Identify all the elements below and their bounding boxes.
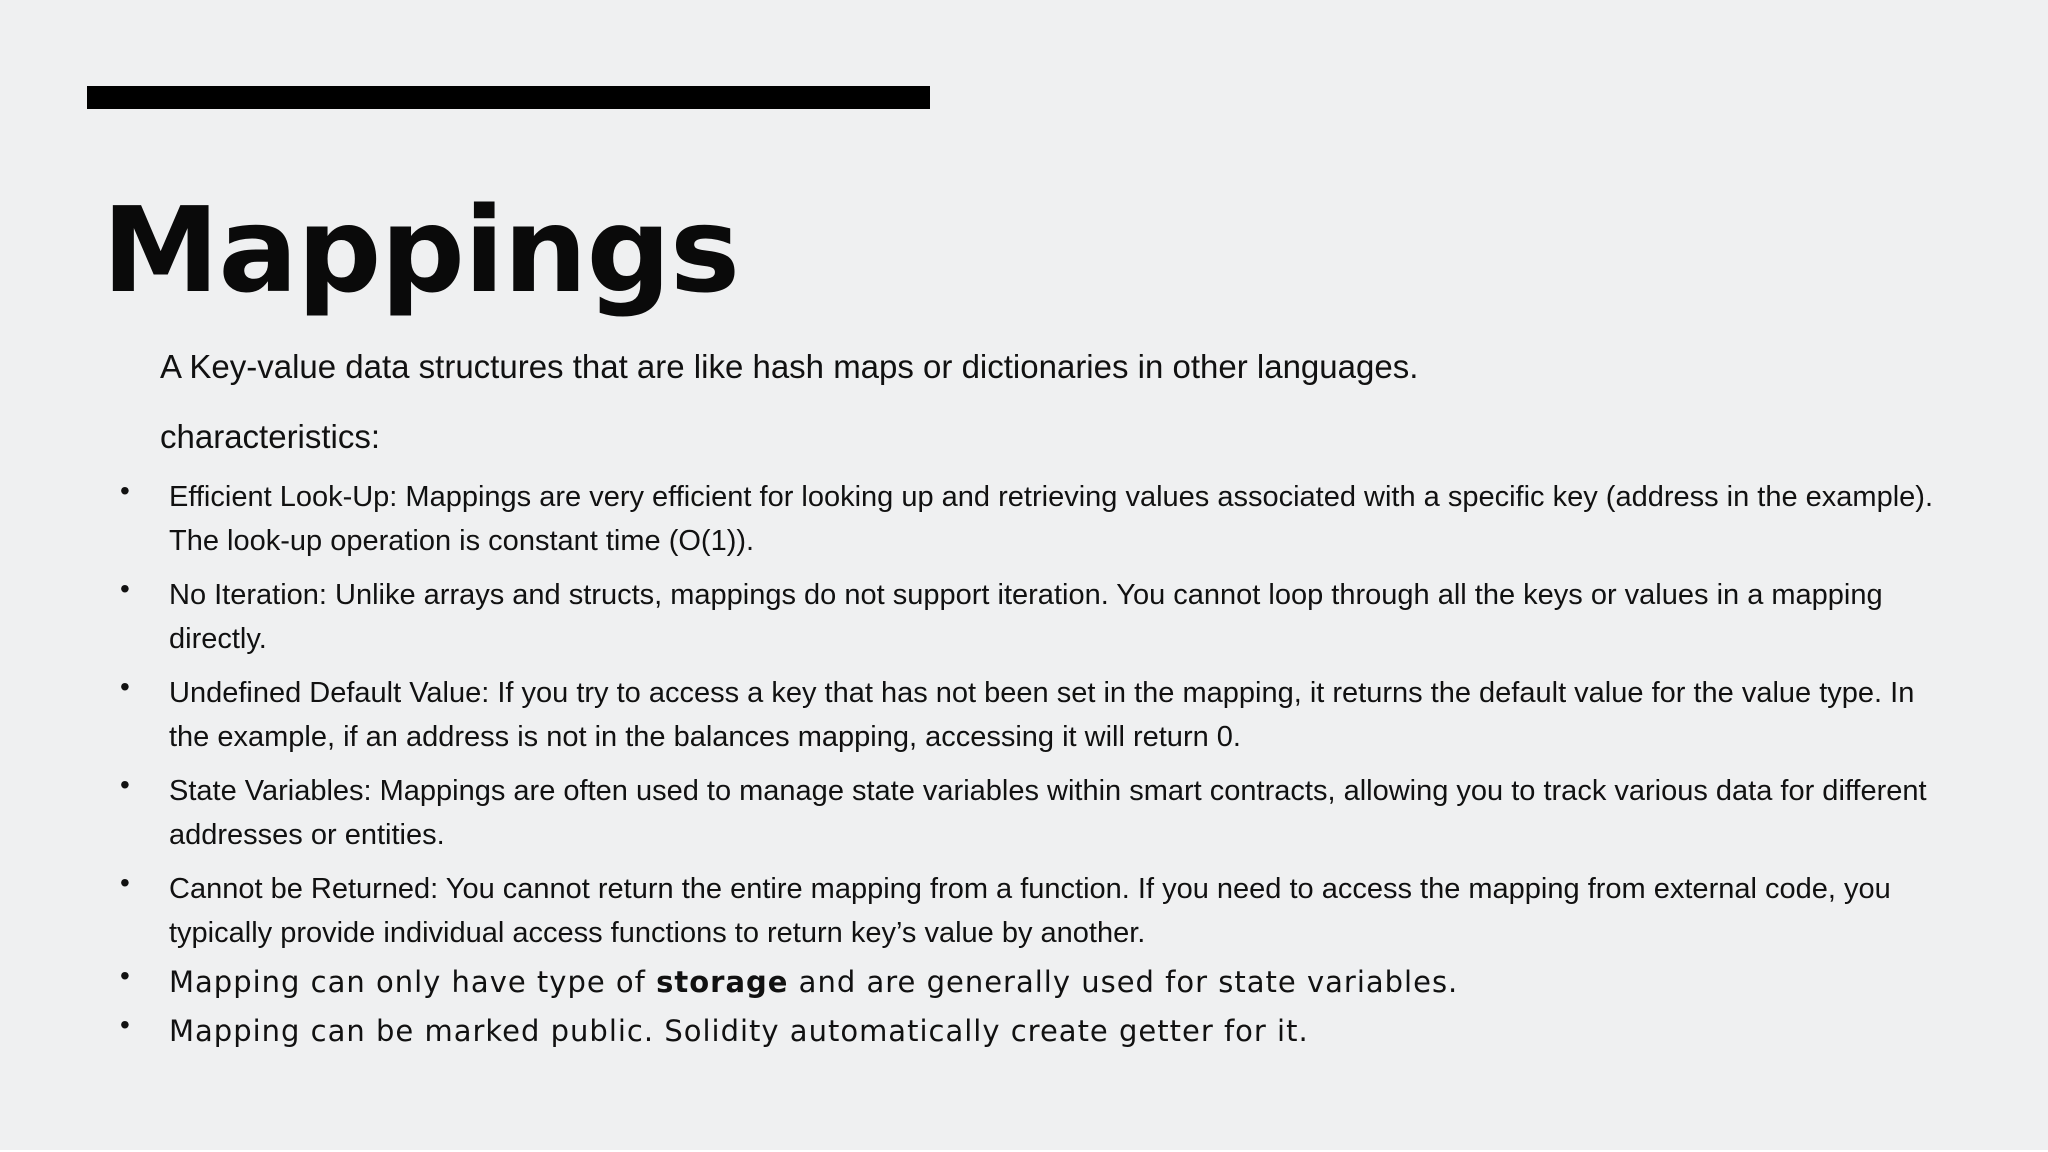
characteristics-label: characteristics: bbox=[160, 418, 381, 455]
bullet-icon: • bbox=[120, 960, 130, 991]
bullet-text-cannot-be-returned: Cannot be Returned: You cannot return the entire mapping from a function. If you need to access the mapping from external code, you typically provide individual access functions to return key’s value by another. bbox=[169, 873, 1891, 949]
bullet-text-state-variables: State Variables: Mappings are often used to manage state variables within smart contracts, allowing you to track various data for different addresses or entities. bbox=[169, 775, 1927, 851]
bullet-icon: • bbox=[120, 769, 130, 800]
bullet-icon: • bbox=[120, 867, 130, 898]
bullet-text-efficient-lookup: Efficient Look-Up: Mappings are very efficient for looking up and retrieving values associated with a specific key (address in the example). The look-up operation is constant time (O(1)). bbox=[169, 481, 1934, 557]
bullet-text-storage-type bbox=[169, 960, 1939, 1004]
bullet-icon: • bbox=[120, 671, 130, 702]
bullet-text-no-iteration: No Iteration: Unlike arrays and structs, mappings do not support iteration. You cannot loop through all the keys or values in a mapping directly. bbox=[169, 579, 1883, 655]
bullet-text-undefined-default: Undefined Default Value: If you try to access a key that has not been set in the mapping, it returns the default value for the value type. In the example, if an address is not in the balances mapping, accessing it will return 0. bbox=[169, 677, 1915, 753]
title-accent-bar bbox=[87, 86, 930, 109]
storage-keyword: storage bbox=[656, 965, 789, 999]
bullet-text-before: Mapping can only have type of bbox=[169, 965, 657, 999]
bullet-icon: • bbox=[120, 573, 130, 604]
bullet-text-public-getter: Mapping can be marked public. Solidity automatically create getter for it. bbox=[169, 1014, 1309, 1048]
slide-subtitle: A Key-value data structures that are like hash maps or dictionaries in other languages. bbox=[160, 348, 1419, 385]
bullet-text-after: and are generally used for state variables. bbox=[788, 965, 1459, 999]
bullet-icon: • bbox=[120, 1009, 130, 1040]
bullet-icon: • bbox=[120, 475, 130, 506]
slide-title: Mappings bbox=[102, 181, 740, 319]
